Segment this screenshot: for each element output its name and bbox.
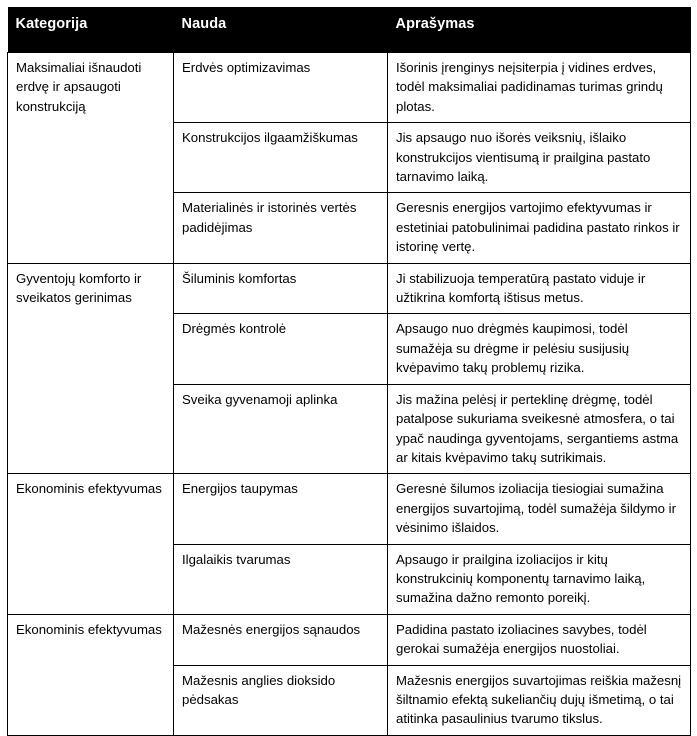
description-cell — [388, 263, 691, 314]
description-cell — [388, 474, 691, 544]
benefit-cell — [174, 474, 388, 544]
benefit-label: Erdvės optimizavimas — [182, 60, 311, 75]
description-text: Mažesnis energijos suvartojimas reiškia mažesnį šiltnamio efektą sukeliančių dujų išmetimą, o tai atitinka pasaulinius tvarumo tikslus. — [396, 672, 682, 727]
description-cell — [388, 544, 691, 614]
description-text: Apsaugo nuo drėgmės kaupimosi, todėl sumažėja su drėgme ir pelėsiu susijusių kvėpavimo takų problemų rizika. — [396, 321, 630, 376]
category-cell — [8, 614, 174, 735]
benefit-cell — [174, 53, 388, 123]
column-header-benefit: Nauda — [174, 7, 388, 53]
description-text: Geresnis energijos vartojimo efektyvumas ir estetiniai patobulinimai padidina pastato rinkos ir istorinę vertę. — [396, 200, 680, 255]
category-label: Ekonominis efektyvumas — [16, 481, 162, 497]
table-header — [8, 7, 691, 53]
category-label: Gyventojų komforto ir sveikatos gerinimas — [16, 270, 142, 306]
category-label: Maksimaliai išnaudoti erdvę ir apsaugoti konstrukciją — [16, 60, 142, 114]
benefit-cell — [174, 384, 388, 474]
description-cell — [388, 193, 691, 263]
table-row — [8, 263, 691, 314]
category-label: Ekonominis efektyvumas — [16, 621, 162, 637]
description-cell — [388, 53, 691, 123]
description-text: Jis apsaugo nuo išorės veiksnių, išlaiko konstrukcijos vientisumą ir prailgina pastato tarnavimo laiką. — [396, 130, 651, 185]
benefit-label: Mažesnis anglies dioksido pėdsakas — [182, 672, 336, 707]
table-row — [8, 474, 691, 544]
table-body — [8, 53, 691, 736]
benefit-cell — [174, 614, 388, 665]
column-header-category: Kategorija — [8, 7, 174, 53]
benefit-label: Ilgalaikis tvarumas — [182, 551, 291, 567]
category-cell — [8, 263, 174, 474]
benefit-cell — [174, 314, 388, 384]
description-text: Jis mažina pelėsį ir perteklinę drėgmę, todėl patalpose sukuriama sveikesnė atmosfera, o tai ypač naudinga gyventojams, sergantiems astma ar kitais kvėpavimo takų sutrikimais. — [396, 391, 679, 465]
benefit-label: Drėgmės kontrolė — [182, 321, 287, 337]
benefit-label: Šiluminis komfortas — [182, 270, 297, 286]
category-cell — [8, 474, 174, 614]
description-text: Išorinis įrenginys neįsiterpia į vidines erdves, todėl maksimaliai padidinamas turimas grindų plotas. — [396, 60, 663, 114]
benefit-label: Energijos taupymas — [182, 481, 298, 497]
description-cell — [388, 384, 691, 474]
description-cell — [388, 314, 691, 384]
description-cell — [388, 614, 691, 665]
description-cell — [388, 665, 691, 735]
description-text: Geresnė šilumos izoliacija tiesiogiai sumažina energijos suvartojimą, todėl sumažėja šildymo ir vėsinimo išlaidos. — [396, 481, 676, 536]
description-text: Apsaugo ir prailgina izoliacijos ir kitų konstrukcinių komponentų tarnavimo laiką, sumažina dažno remonto poreikį. — [396, 551, 646, 606]
category-cell — [8, 53, 174, 264]
description-text: Ji stabilizuoja temperatūrą pastato viduje ir užtikrina komfortą ištisus metus. — [396, 270, 646, 306]
benefit-cell — [174, 123, 388, 193]
benefit-cell — [174, 193, 388, 263]
table-row — [8, 53, 691, 123]
benefits-table — [7, 7, 691, 736]
column-header-description: Aprašymas — [388, 7, 691, 53]
table-row — [8, 614, 691, 665]
benefit-cell — [174, 544, 388, 614]
header-row — [8, 7, 691, 53]
benefit-label: Mažesnės energijos sąnaudos — [182, 621, 361, 637]
benefit-label: Materialinės ir istorinės vertės padidėjimas — [182, 200, 357, 235]
benefit-cell — [174, 665, 388, 735]
benefit-label: Sveika gyvenamoji aplinka — [182, 391, 338, 407]
benefit-label: Konstrukcijos ilgaamžiškumas — [182, 130, 358, 146]
description-cell — [388, 123, 691, 193]
description-text: Padidina pastato izoliacines savybes, todėl gerokai sumažėja energijos nuostoliai. — [396, 621, 647, 657]
benefit-cell — [174, 263, 388, 314]
